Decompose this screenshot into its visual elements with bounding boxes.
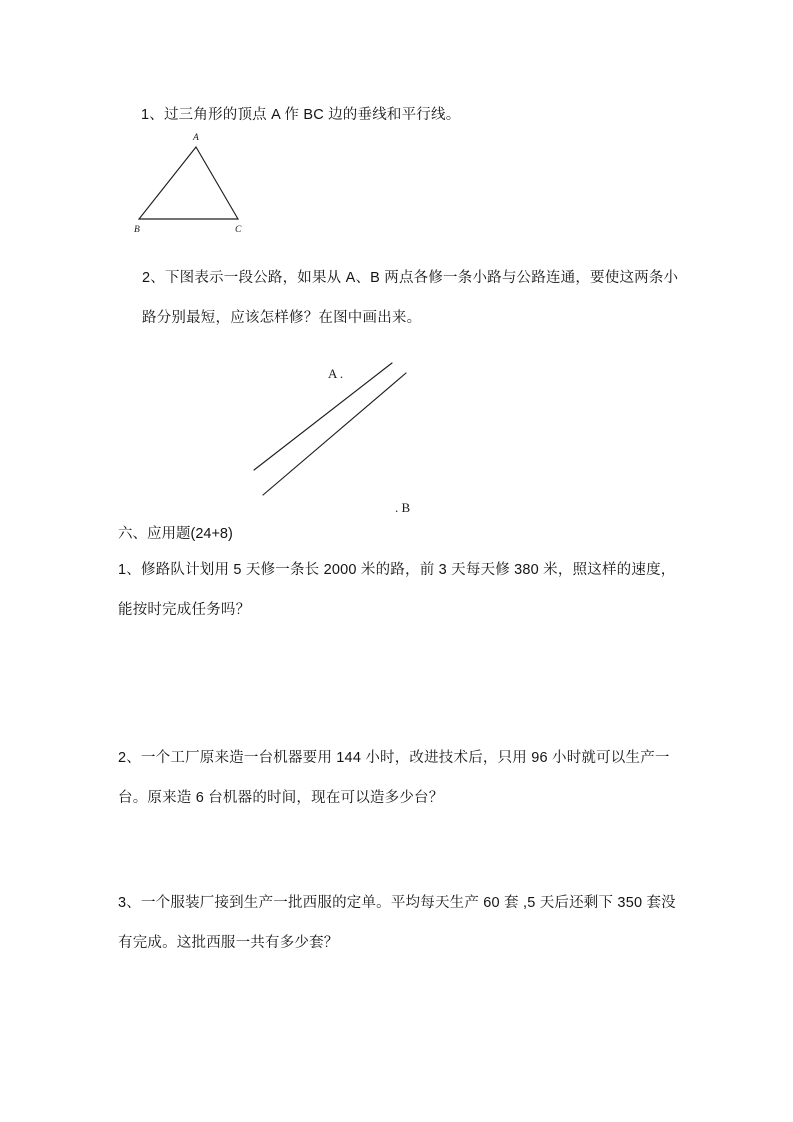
question-application-1-text: 1、修路队计划用 5 天修一条长 2000 米的路，前 3 天每天修 380 米，照这样的速度，能按时完成任务吗？: [118, 562, 676, 618]
question-geometry-1-text: 1、过三角形的顶点 A 作 BC 边的垂线和平行线。: [141, 107, 461, 123]
road-edge-upper: [254, 363, 392, 470]
road-point-label-a: A .: [328, 366, 344, 381]
road-svg: [240, 350, 440, 520]
section-six-heading: 六、应用题(24+8): [118, 526, 233, 542]
triangle-figure: [120, 124, 270, 242]
question-geometry-2-text: 2、下图表示一段公路，如果从 A、B 两点各修一条小路与公路连通，要使这两条小路分别最短，应该怎样修？在图中画出来。: [142, 270, 679, 326]
triangle-shape: [139, 147, 238, 219]
triangle-svg: [120, 124, 270, 242]
road-figure: [240, 350, 440, 520]
question-application-3-text: 3、一个服装厂接到生产一批西服的定单。平均每天生产 60 套 ,5 天后还剩下 350 套没有完成。这批西服一共有多少套？: [118, 895, 676, 951]
road-point-label-b: . B: [395, 500, 411, 515]
road-edge-lower: [263, 373, 406, 495]
question-application-2-text: 2、一个工厂原来造一台机器要用 144 小时，改进技术后，只用 96 小时就可以生产一台。原来造 6 台机器的时间，现在可以造多少台？: [118, 750, 670, 806]
triangle-vertex-label-a: A: [193, 133, 199, 143]
triangle-vertex-label-c: C: [235, 225, 242, 235]
triangle-vertex-label-b: B: [134, 225, 140, 235]
